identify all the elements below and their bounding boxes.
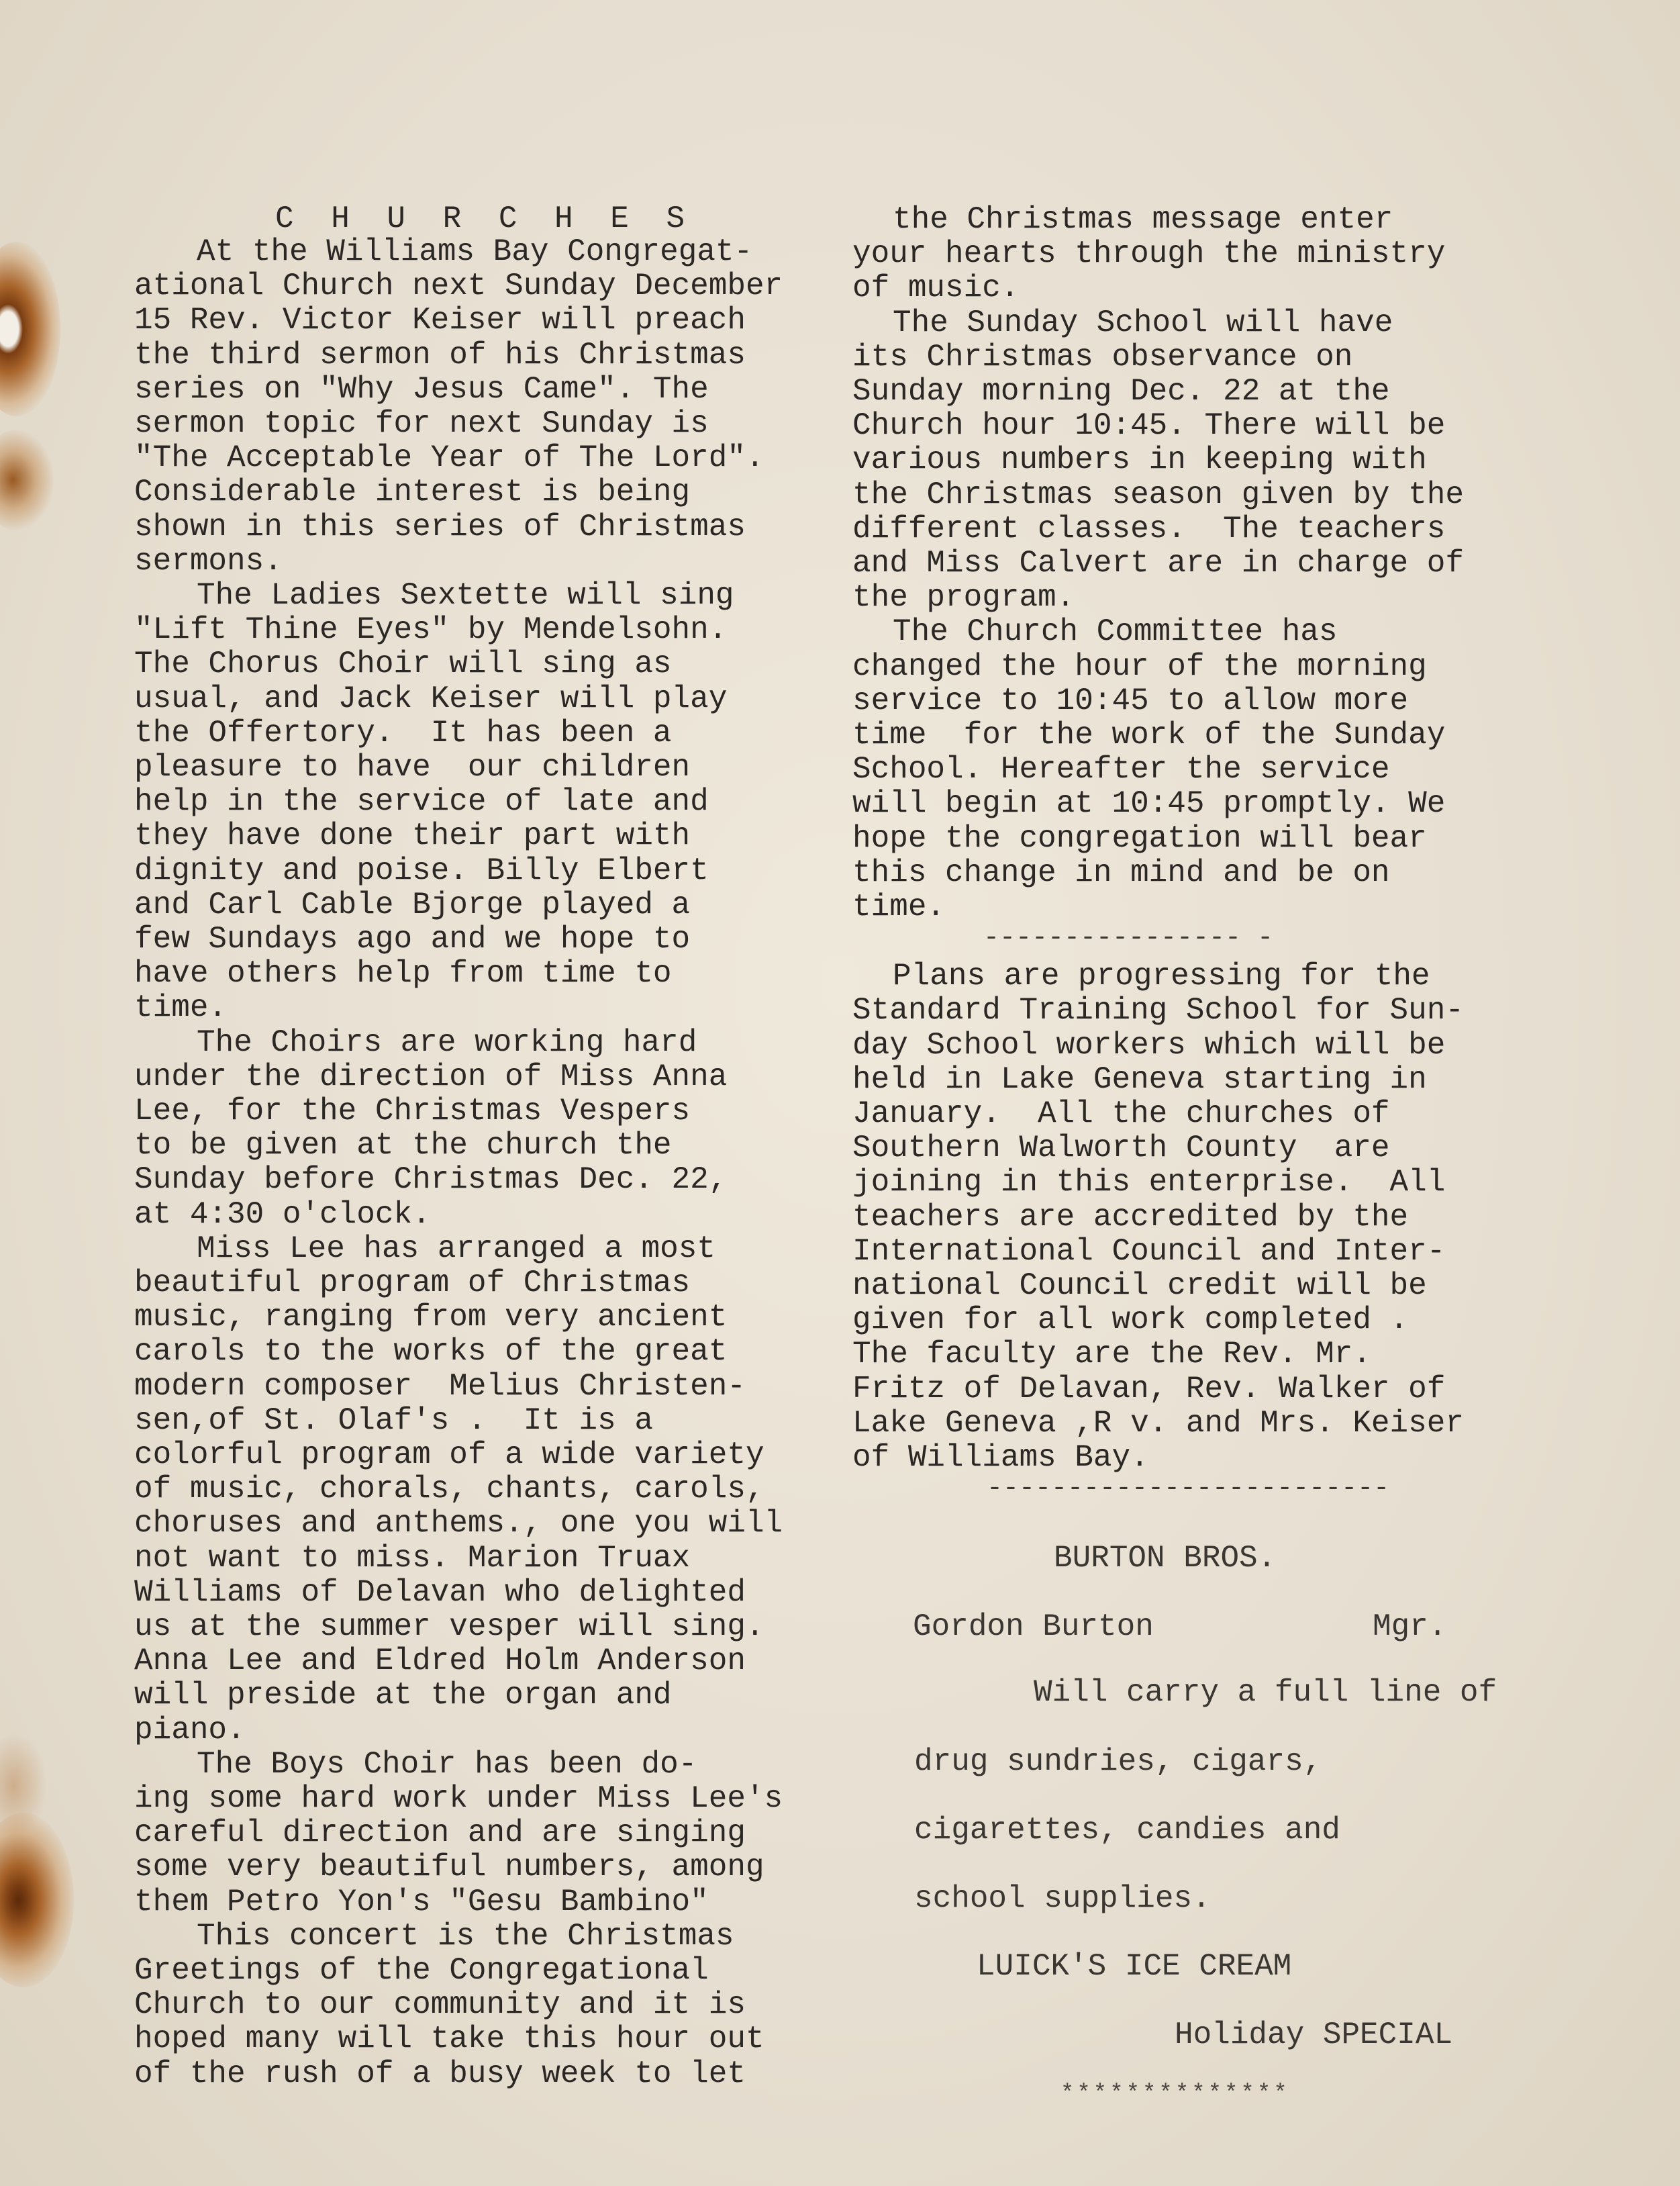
right-column-line: joining in this enterprise. All [852, 1165, 1446, 1200]
left-column-line: At the Williams Bay Congregat- [197, 234, 753, 269]
left-column-line: ing some hard work under Miss Lee's [134, 1781, 783, 1816]
left-column-line: the third sermon of his Christmas [134, 337, 746, 373]
right-column-line: of Williams Bay. [852, 1440, 1149, 1475]
ad-line-4: school supplies. [914, 1881, 1211, 1916]
left-column-line: 15 Rev. Victor Keiser will preach [134, 303, 746, 338]
right-column-line: International Council and Inter- [852, 1233, 1446, 1269]
left-column-line: the Offertory. It has been a [134, 715, 672, 751]
right-column-line: held in Lake Geneva starting in [852, 1061, 1427, 1097]
right-column-line: day School workers which will be [852, 1027, 1446, 1063]
left-column-line: careful direction and are singing [134, 1815, 746, 1851]
left-column-line: time. [134, 990, 228, 1026]
right-column-line: the program. [852, 580, 1075, 616]
right-column-line: hope the congregation will bear [852, 820, 1427, 856]
ad-business-name: BURTON BROS. [1054, 1541, 1277, 1576]
left-column-line: sen,of St. Olaf's . It is a [134, 1403, 653, 1438]
ad-manager-name: Gordon Burton [913, 1609, 1154, 1644]
left-column-line: some very beautiful numbers, among [134, 1850, 764, 1885]
right-column-line: time for the work of the Sunday [852, 718, 1446, 753]
left-column-line: they have done their part with [134, 818, 691, 854]
left-column-line: Considerable interest is being [134, 475, 691, 510]
left-column-line: dignity and poise. Billy Elbert [134, 853, 709, 888]
left-column-line: and Carl Cable Bjorge played a [134, 887, 691, 922]
left-column-line: will preside at the organ and [134, 1678, 672, 1713]
right-column-line: will begin at 10:45 promptly. We [852, 786, 1446, 822]
right-column-line: teachers are accredited by the [852, 1199, 1409, 1235]
divider-rule-2: ------------------------- [987, 1474, 1390, 1504]
right-column-line: the Christmas season given by the [852, 477, 1464, 512]
left-column-line: Church to our community and it is [134, 1987, 746, 2023]
left-column-line: Greetings of the Congregational [134, 1953, 709, 1988]
left-column-line: few Sundays ago and we hope to [134, 922, 691, 957]
right-column-line: different classes. The teachers [852, 511, 1446, 546]
left-column-line: "The Acceptable Year of The Lord". [134, 440, 764, 476]
right-column-line: Standard Training School for Sun- [852, 993, 1464, 1029]
right-column-line: time. [852, 890, 946, 924]
right-column-line: January. All the churches of [852, 1096, 1390, 1131]
right-column-line: Plans are progressing for the [893, 959, 1430, 994]
left-column-line: The Ladies Sextette will sing [197, 578, 734, 613]
left-column-line: have others help from time to [134, 956, 672, 992]
left-column-line: Sunday before Christmas Dec. 22, [134, 1162, 728, 1198]
right-column-line: and Miss Calvert are in charge of [852, 546, 1464, 581]
left-column-line: them Petro Yon's "Gesu Bambino" [134, 1884, 709, 1919]
left-column-line: music, ranging from very ancient [134, 1300, 728, 1335]
divider-rule-1: ---------------- - [983, 923, 1274, 953]
left-column-line: Williams of Delavan who delighted [134, 1574, 746, 1610]
left-column-line: us at the summer vesper will sing. [134, 1609, 764, 1644]
left-column-line: sermons. [134, 543, 283, 579]
left-column-line: to be given at the church the [134, 1128, 672, 1163]
left-column-line: of music, chorals, chants, carols, [134, 1472, 764, 1507]
left-column-line: ational Church next Sunday December [134, 269, 783, 304]
left-column-line: The Boys Choir has been do- [197, 1746, 697, 1782]
left-column-line: choruses and anthems., one you will [134, 1506, 783, 1541]
right-column-line: various numbers in keeping with [852, 442, 1427, 478]
ad-special: Holiday SPECIAL [1175, 2017, 1453, 2052]
right-column-line: Lake Geneva ,R v. and Mrs. Keiser [852, 1405, 1464, 1441]
left-column-line: Lee, for the Christmas Vespers [134, 1094, 691, 1129]
left-column-line: carols to the works of the great [134, 1334, 728, 1370]
left-column-line: sermon topic for next Sunday is [134, 406, 709, 441]
right-column-line: The faculty are the Rev. Mr. [852, 1337, 1371, 1372]
right-column-line: Church hour 10:45. There will be [852, 408, 1446, 444]
left-column-line: "Lift Thine Eyes" by Mendelsohn. [134, 612, 728, 648]
right-column-line: service to 10:45 to allow more [852, 683, 1409, 718]
left-column-line: Miss Lee has arranged a most [197, 1231, 715, 1266]
left-column-line: Anna Lee and Eldred Holm Anderson [134, 1644, 746, 1679]
ad-stars-divider: ************** [1060, 2081, 1290, 2107]
burn-mark-top [0, 242, 60, 416]
left-column-line: shown in this series of Christmas [134, 509, 746, 544]
ad-line-3: cigarettes, candies and [914, 1813, 1340, 1848]
right-column-line: The Sunday School will have [893, 305, 1393, 340]
right-column-line: Southern Walworth County are [852, 1131, 1390, 1166]
right-column-line: your hearts through the ministry [852, 236, 1446, 272]
left-column-line: pleasure to have our children [134, 750, 691, 785]
left-column-line: This concert is the Christmas [197, 1918, 734, 1954]
right-column-line: of music. [852, 271, 1020, 306]
left-column-line: help in the service of late and [134, 784, 709, 820]
left-column-line: under the direction of Miss Anna [134, 1059, 728, 1094]
left-column-line: beautiful program of Christmas [134, 1266, 691, 1300]
section-heading: C H U R C H E S [275, 201, 695, 236]
left-column-line: hoped many will take this hour out [134, 2022, 764, 2057]
right-column-line: given for all work completed . [852, 1302, 1409, 1338]
left-column-line: piano. [134, 1712, 246, 1748]
right-column-line: Fritz of Delavan, Rev. Walker of [852, 1371, 1446, 1407]
ad-manager-title: Mgr. [1373, 1609, 1447, 1644]
right-column-line: School. Hereafter the service [852, 752, 1390, 788]
left-column-line: series on "Why Jesus Came". The [134, 371, 709, 407]
ad-line-1: Will carry a full line of [1034, 1675, 1497, 1710]
left-column-line: The Chorus Choir will sing as [134, 647, 672, 682]
left-column-line: The Choirs are working hard [197, 1025, 697, 1060]
left-column-line: at 4:30 o'clock. [134, 1196, 431, 1232]
left-column-line: colorful program of a wide variety [134, 1437, 764, 1472]
left-column-line: usual, and Jack Keiser will play [134, 681, 728, 716]
burn-mark-middle [0, 430, 54, 530]
left-column-line: modern composer Melius Christen- [134, 1368, 746, 1404]
right-column-line: changed the hour of the morning [852, 649, 1427, 684]
right-column-line: national Council credit will be [852, 1268, 1427, 1303]
ad-line-2: drug sundries, cigars, [914, 1744, 1322, 1779]
left-column-line: of the rush of a busy week to let [134, 2056, 746, 2091]
left-column-line: not want to miss. Marion Truax [134, 1540, 691, 1576]
right-column-line: The Church Committee has [893, 614, 1338, 650]
right-column-line: Sunday morning Dec. 22 at the [852, 374, 1390, 409]
right-column-line: the Christmas message enter [893, 202, 1393, 237]
ad-ice-cream: LUICK'S ICE CREAM [977, 1949, 1292, 1984]
right-column-line: its Christmas observance on [852, 339, 1353, 375]
burn-mark-bottom [0, 1813, 74, 1987]
right-column-line: this change in mind and be on [852, 855, 1390, 890]
